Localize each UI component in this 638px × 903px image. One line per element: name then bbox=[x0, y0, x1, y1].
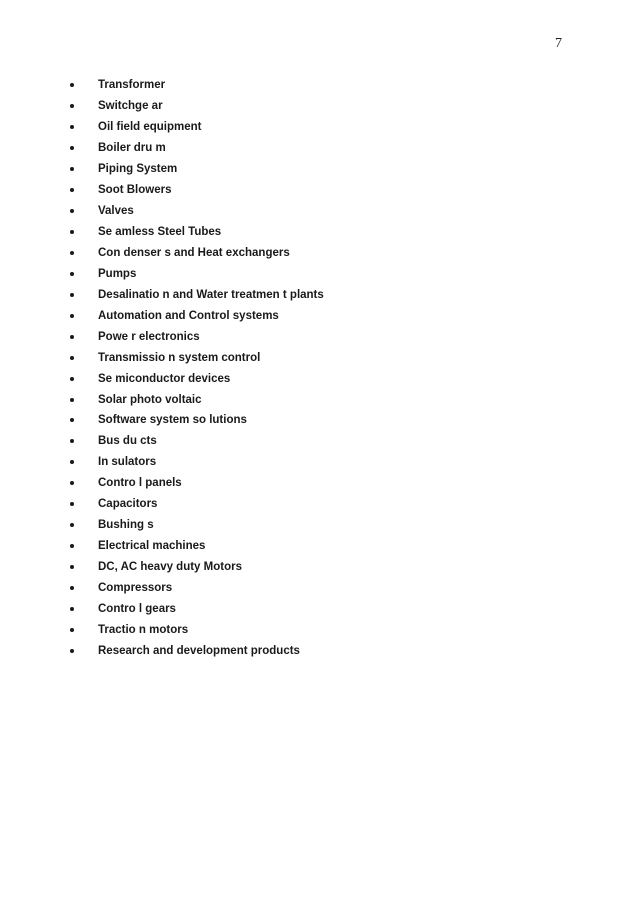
list-item-text: Automation and Control systems bbox=[98, 309, 279, 322]
list-item-text: Software system so lutions bbox=[98, 414, 247, 427]
list-item bbox=[68, 536, 324, 557]
bullet-icon bbox=[70, 314, 74, 318]
list-item bbox=[68, 640, 324, 661]
list-item bbox=[68, 180, 324, 201]
list-item bbox=[68, 284, 324, 305]
list-item-text: Desalinatio n and Water treatmen t plants bbox=[98, 288, 324, 301]
list-item bbox=[68, 159, 324, 180]
list-item-text: Boiler dru m bbox=[98, 142, 166, 155]
list-item-text: Electrical machines bbox=[98, 540, 206, 553]
list-item-text: Soot Blowers bbox=[98, 184, 172, 197]
bullet-icon bbox=[70, 418, 74, 422]
bullet-icon bbox=[70, 439, 74, 443]
list-item bbox=[68, 578, 324, 599]
list-item bbox=[68, 96, 324, 117]
list-item-text: DC, AC heavy duty Motors bbox=[98, 561, 242, 574]
list-item-text: Contro l panels bbox=[98, 477, 182, 490]
list-item-text: Se amless Steel Tubes bbox=[98, 226, 222, 239]
bullet-icon bbox=[70, 230, 74, 234]
bullet-icon bbox=[70, 272, 74, 276]
list-item-text: Solar photo voltaic bbox=[98, 393, 202, 406]
list-item bbox=[68, 452, 324, 473]
list-item-text: Oil field equipment bbox=[98, 121, 202, 134]
list-item bbox=[68, 75, 324, 96]
list-item bbox=[68, 347, 324, 368]
list-item bbox=[68, 326, 324, 347]
list-item bbox=[68, 368, 324, 389]
list-item-text: Se miconductor devices bbox=[98, 372, 231, 385]
list-item bbox=[68, 557, 324, 578]
list-item bbox=[68, 431, 324, 452]
bullet-icon bbox=[70, 125, 74, 129]
bullet-icon bbox=[70, 481, 74, 485]
list-item-text: Transformer bbox=[98, 79, 166, 92]
bullet-icon bbox=[70, 188, 74, 192]
list-item-text: Powe r electronics bbox=[98, 330, 200, 343]
list-item bbox=[68, 619, 324, 640]
list-item bbox=[68, 515, 324, 536]
bullet-icon bbox=[70, 335, 74, 339]
list-item bbox=[68, 473, 324, 494]
bullet-icon bbox=[70, 104, 74, 108]
list-item bbox=[68, 117, 324, 138]
list-item bbox=[68, 222, 324, 243]
list-item-text: Switchge ar bbox=[98, 100, 163, 113]
bullet-icon bbox=[70, 544, 74, 548]
bullet-icon bbox=[70, 356, 74, 360]
bullet-icon bbox=[70, 146, 74, 150]
bullet-icon bbox=[70, 565, 74, 569]
list-item-text: Research and development products bbox=[98, 644, 300, 657]
page-number: 7 bbox=[555, 36, 562, 51]
list-item-text: Compressors bbox=[98, 581, 173, 594]
bullet-icon bbox=[70, 460, 74, 464]
list-item bbox=[68, 598, 324, 619]
bullet-icon bbox=[70, 628, 74, 632]
list-item-text: Tractio n motors bbox=[98, 623, 189, 636]
list-item-text: In sulators bbox=[98, 456, 157, 469]
bullet-icon bbox=[70, 523, 74, 527]
list-item-text: Piping System bbox=[98, 163, 178, 176]
list-item bbox=[68, 243, 324, 264]
bullet-icon bbox=[70, 377, 74, 381]
list-item-text: Pumps bbox=[98, 267, 137, 280]
list-item-text: Transmissio n system control bbox=[98, 351, 261, 364]
bullet-icon bbox=[70, 167, 74, 171]
list-item bbox=[68, 201, 324, 222]
bullet-icon bbox=[70, 209, 74, 213]
list-item bbox=[68, 389, 324, 410]
bullet-icon bbox=[70, 607, 74, 611]
list-item-text: Valves bbox=[98, 205, 134, 218]
list-item bbox=[68, 494, 324, 515]
bullet-icon bbox=[70, 83, 74, 87]
list-item bbox=[68, 410, 324, 431]
list-item bbox=[68, 138, 324, 159]
list-item-text: Con denser s and Heat exchangers bbox=[98, 246, 290, 259]
bullet-icon bbox=[70, 251, 74, 255]
bullet-icon bbox=[70, 293, 74, 297]
list-item-text: Capacitors bbox=[98, 498, 158, 511]
bullet-list bbox=[68, 75, 324, 661]
list-item-text: Bushing s bbox=[98, 519, 154, 532]
list-item-text: Contro l gears bbox=[98, 602, 176, 615]
bullet-icon bbox=[70, 649, 74, 653]
list-item-text: Bus du cts bbox=[98, 435, 157, 448]
bullet-icon bbox=[70, 502, 74, 506]
bullet-icon bbox=[70, 398, 74, 402]
bullet-icon bbox=[70, 586, 74, 590]
list-item bbox=[68, 263, 324, 284]
list-item bbox=[68, 305, 324, 326]
